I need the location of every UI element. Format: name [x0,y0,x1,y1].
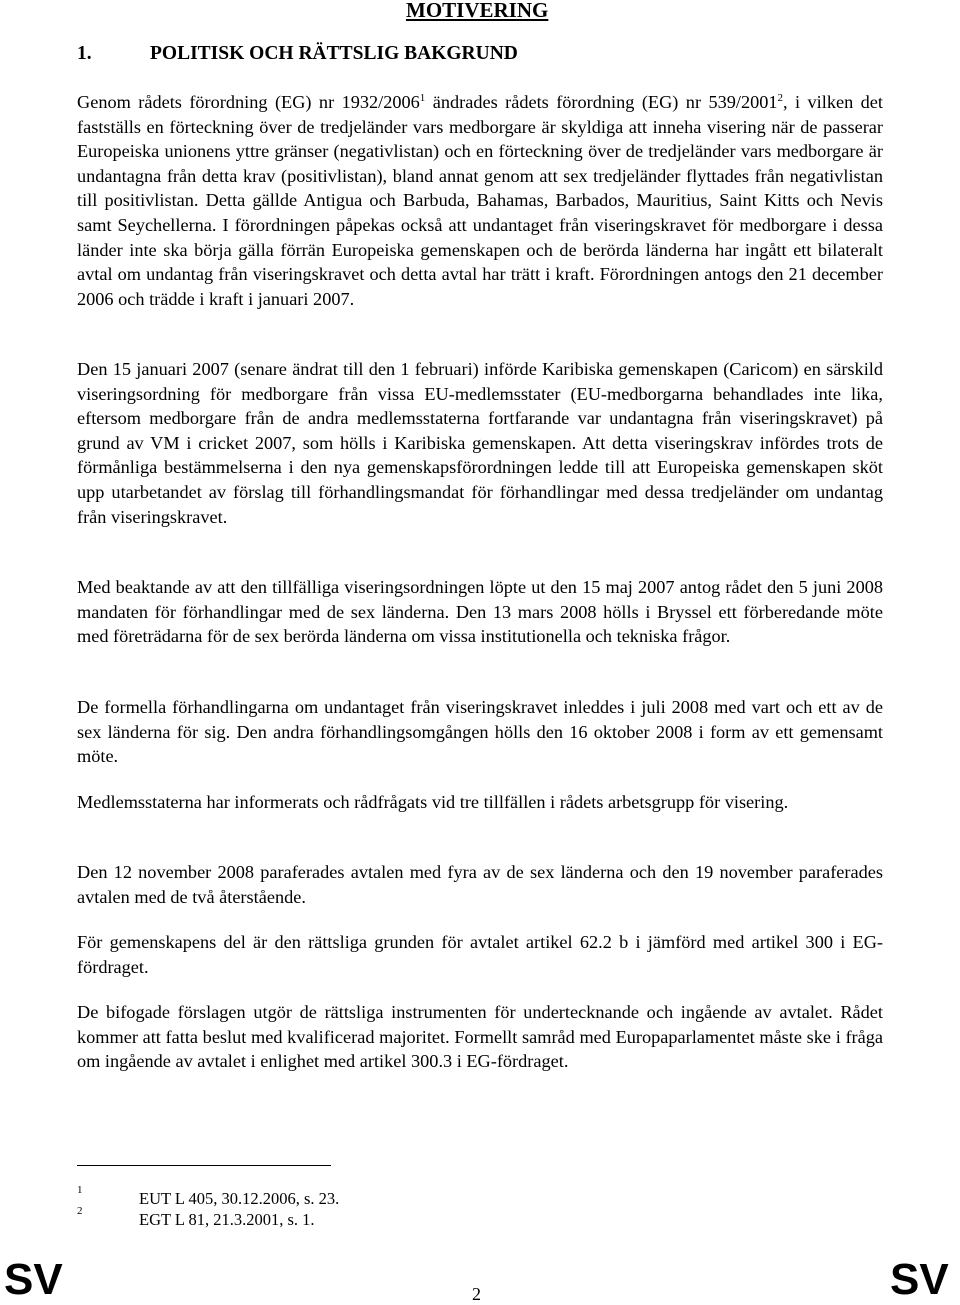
footnote-1-text: EUT L 405, 30.12.2006, s. 23. [139,1189,340,1208]
footnote-1-number: 1 [77,1184,83,1196]
paragraph-3: Med beaktande av att den tillfälliga viseringsordningen löpte ut den 15 maj 2007 antog rådet den 5 juni 2008 mandaten för förhandlingar med de sex länderna. Den 13 mars 2008 hölls i Bryssel ett förberedande möte med företrädarna för de sex berörda länderna om vissa institutionella och tekniska frågor. [77,577,883,647]
paragraph-5: Medlemsstaterna har informerats och rådfrågats vid tre tillfällen i rådets arbetsgrupp för visering. [77,792,789,812]
footnote-ref-1[interactable]: 1 [419,92,426,104]
footnote-2-text: EGT L 81, 21.3.2001, s. 1. [139,1210,315,1229]
section-heading [77,43,518,65]
section-number: 1. [77,43,92,64]
footnote-2-number: 2 [77,1205,83,1217]
language-code-left: SV [4,1255,63,1304]
footnote-ref-2[interactable]: 2 [777,92,784,104]
language-code-right: SV [890,1255,949,1304]
page-number: 2 [472,1284,481,1304]
document-title: MOTIVERING [406,0,549,22]
paragraph-4: De formella förhandlingarna om undantaget från viseringskravet inleddes i juli 2008 med vart och ett av de sex länderna för sig. Den andra förhandlingsomgången hölls den 16 oktober 2008 i form av ett gemensamt möte. [77,697,883,767]
paragraph-2: Den 15 januari 2007 (senare ändrat till den 1 februari) införde Karibiska gemenskapen (Caricom) en särskild viseringsordning för medborgare från vissa EU-medlemsstater (EU-medborgarna behandlades inte lika, eftersom medborgare från de andra medlemsstaterna fortfarande var undantagna från viseringskravet) på grund av VM i cricket 2007, som hölls i Karibiska gemenskapen. Att detta viseringskrav infördes trots de förmånliga bestämmelserna i den nya gemenskapsförordningen ledde till att Europeiska gemenskapen sköt upp utarbetandet av förslag till förhandlingsmandat för förhandlingar med dessa tredjeländer om undantag från viseringskravet. [77,359,883,527]
footnote-separator [77,1165,331,1166]
paragraph-1 [77,90,883,311]
section-title: POLITISK OCH RÄTTSLIG BAKGRUND [150,43,518,64]
paragraph-6: Den 12 november 2008 paraferades avtalen med fyra av de sex länderna och den 19 november paraferades avtalen med de två återstående. [77,862,883,907]
paragraph-8: De bifogade förslagen utgör de rättsliga instrumenten för undertecknande och ingående av avtalet. Rådet kommer att fatta beslut med kvalificerad majoritet. Formellt samråd med Europaparlamentet måste ske i fråga om ingående av avtalet i enlighet med artikel 300.3 i EG-fördraget. [77,1002,883,1072]
paragraph-1-part-2: ändrades rådets förordning (EG) nr 539/2001 [425,92,778,112]
paragraph-1-part-1: Genom rådets förordning (EG) nr 1932/2006 [77,92,420,112]
paragraph-1-part-3: , i vilken det fastställs en förteckning över de tredjeländer vars medborgare är skyldiga att inneha visering när de passerar Europeiska unionens yttre gränser (negativlistan) och en förteckning över de tredjeländer vars medborgare är undantagna från detta krav (positivlistan), bland annat genom att sex tredjeländer flyttades från negativlistan till positivlistan. Detta gällde Antigua och Barbuda, Bahamas, Barbados, Mauritius, Saint Kitts och Nevis samt Seychellerna. I förordningen påpekas också att undantaget från viseringskravet för medborgare i dessa länder inte ska börja gälla förrän Europeiska gemenskapen och de berörda länderna har ingått ett bilateralt avtal om undantag från viseringskravet och detta avtal har trätt i kraft. Förordningen antogs den 21 december 2006 och trädde i kraft i januari 2007. [77,92,884,309]
paragraph-7: För gemenskapens del är den rättsliga grunden för avtalet artikel 62.2 b i jämförd med artikel 300 i EG-fördraget. [77,932,883,977]
